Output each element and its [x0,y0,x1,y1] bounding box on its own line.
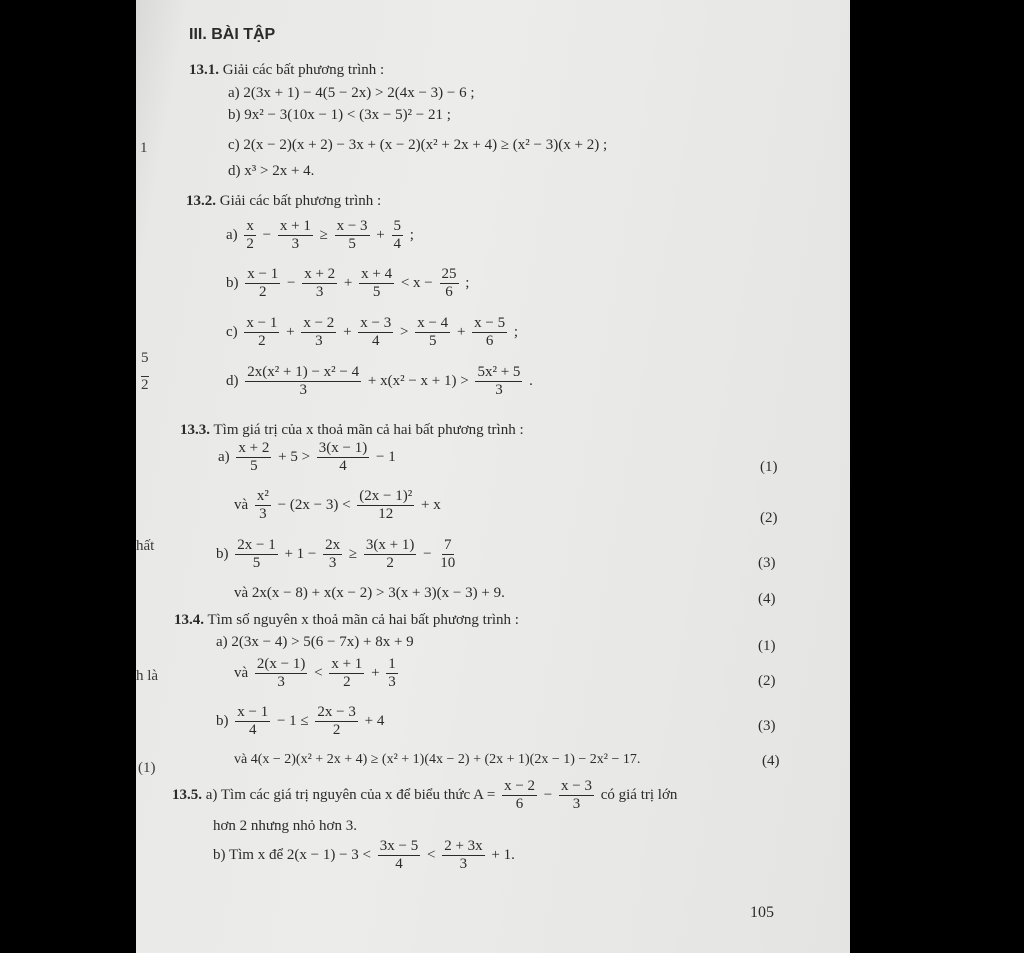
fraction: $\frac{2x}{3}$ [325,537,341,572]
section-heading: III. BÀI TẬP [189,26,276,43]
item-label: b) [226,275,239,292]
problem-text: Tìm giá trị của x thoả mãn cả hai bất phương trình : [213,422,524,438]
fraction: $\frac{x - 5}{6}$ [474,315,506,350]
item-label: a) [226,227,238,244]
problem-13-2-a: a) $\frac{x}{2}$ − $\frac{x + 1}{3}$ ≥ $\frac{x - 3}{5}$ + $\frac{5}{4}$ ; [226,218,414,253]
problem-text: Tìm số nguyên x thoả mãn cả hai bất phương trình : [207,612,519,628]
page-number: 105 [750,904,774,921]
fraction: $\frac{25}{6}$ [441,266,457,301]
problem-13-2-b: b) $\frac{x - 1}{2}$ − $\frac{x + 2}{3}$ + $\frac{x + 4}{5}$ < x − $\frac{25}{6}$ ; [226,266,470,301]
fraction: $\frac{x - 1}{2}$ [247,266,279,301]
equation-tag: (3) [758,718,776,734]
fraction: $\frac{3x - 5}{4}$ [379,838,419,873]
problem-number: 13.3. [180,422,210,438]
fraction: $\frac{\text{2x(x² + 1) − x² − 4}}{3}$ [247,364,360,399]
margin-fragment: 2 [141,377,149,393]
problem-13-3-a1: a) $\frac{x + 2}{5}$ + 5 > $\frac{3(x - 1)}{4}$ − 1 [218,440,396,475]
problem-text: Giải các bất phương trình : [219,193,382,209]
problem-13-4-b1: b) $\frac{x - 1}{4}$ − 1 ≤ $\frac{2x - 3}{2}$ + 4 [216,704,385,739]
problem-13-4-title [174,612,519,629]
problem-13-4-a1: a) 2(3x − 4) > 5(6 − 7x) + 8x + 9 [216,634,414,650]
problem-13-2-c: c) $\frac{x - 1}{2}$ + $\frac{x - 2}{3}$ + $\frac{x - 3}{4}$ > $\frac{x - 4}{5}$ + $\frac{x - 5}{6}$ ; [226,315,519,350]
problem-13-4-b2: và 4(x − 2)(x² + 2x + 4) ≥ (x² + 1)(4x − 2) + (2x + 1)(2x − 1) − 2x² − 17. [234,752,641,767]
problem-13-5-b: b) Tìm x để 2(x − 1) − 3 < $\frac{3x - 5}{4}$ < $\frac{2 + 3x}{3}$ + 1. [213,838,515,873]
equation-tag: (2) [760,510,778,526]
margin-fragment: h là [136,668,159,684]
margin-fragment: hất [136,538,155,554]
fraction: $\frac{3(x - 1)}{4}$ [318,440,368,475]
problem-13-3-title [180,422,524,439]
fraction: $\frac{x - 3}{3}$ [561,778,592,813]
fraction: $\frac{x - 4}{5}$ [417,315,449,350]
equation-tag: (1) [760,459,778,475]
problem-13-1-d: d) x³ > 2x + 4. [228,163,315,179]
margin-fragment: 1 [140,140,148,156]
problem-13-1-title [189,62,384,79]
problem-13-3-b1: b) $\frac{2x - 1}{5}$ + 1 − $\frac{2x}{3}$ ≥ $\frac{3(x + 1)}{2}$ − $\frac{7}{10}$ [216,537,456,572]
equation-tag: (4) [762,753,780,769]
fraction: $\frac{x - 1}{2}$ [246,315,278,350]
problem-13-3-b2: và 2x(x − 8) + x(x − 2) > 3(x + 3)(x − 3) + 9. [234,585,505,601]
problem-number: 13.5. [172,787,202,804]
problem-13-1-a: a) 2(3x + 1) − 4(5 − 2x) > 2(4x − 3) − 6 ; [228,85,475,101]
problem-number: 13.2. [186,193,216,209]
item-label: d) [226,373,239,390]
problem-13-1-b: b) 9x² − 3(10x − 1) < (3x − 5)² − 21 ; [228,107,451,123]
problem-text: Giải các bất phương trình : [222,62,385,78]
problem-13-5-a-cont: hơn 2 nhưng nhỏ hơn 3. [213,818,357,834]
problem-number: 13.4. [174,612,204,628]
equation-tag: (1) [758,638,776,654]
equation-tag: (3) [758,555,776,571]
fraction: $\frac{x + 1}{2}$ [331,656,363,691]
fraction: $\frac{\text{(2x − 1)²}}{12}$ [359,488,413,523]
fraction: $\frac{\text{x²}}{3}$ [256,488,269,523]
fraction: $\frac{2x - 1}{5}$ [237,537,276,572]
fraction: $\frac{x + 4}{5}$ [361,266,393,301]
margin-fragment: (1) [138,760,156,776]
fraction: $\frac{5}{4}$ [393,218,402,253]
fraction: $\frac{3(x + 1)}{2}$ [365,537,415,572]
equation-tag: (2) [758,673,776,689]
fraction: $\frac{x - 1}{4}$ [237,704,269,739]
textbook-page [136,0,850,953]
fraction: $\frac{2 + 3x}{3}$ [444,838,483,873]
margin-fragment: 5 [141,350,149,366]
fraction: $\frac{x - 2}{3}$ [303,315,335,350]
fraction: $\frac{x - 2}{6}$ [504,778,536,813]
problem-13-3-a2: và $\frac{\text{x²}}{3}$ − (2x − 3) < $\frac{\text{(2x − 1)²}}{12}$ + x [234,488,441,523]
fraction: $\frac{x - 3}{4}$ [360,315,392,350]
problem-13-2-d: d) $\frac{\text{2x(x² + 1) − x² − 4}}{3}$ + x(x² − x + 1) > $\frac{\text{5x² + 5}}{3}$ . [226,364,533,399]
item-label: c) [226,324,238,341]
equation-tag: (4) [758,591,776,607]
problem-13-5-a: 13.5. a) Tìm các giá trị nguyên của x để biểu thức A = $\frac{x - 2}{6}$ − $\frac{x - 3}{3}$ có giá trị lớn [172,778,678,813]
fraction: $\frac{x + 2}{5}$ [238,440,270,475]
fraction: $\frac{\text{5x² + 5}}{3}$ [477,364,521,399]
problem-13-1-c: c) 2(x − 2)(x + 2) − 3x + (x − 2)(x² + 2x + 4) ≥ (x² − 3)(x + 2) ; [228,137,608,153]
fraction: $\frac{2(x - 1)}{3}$ [256,656,306,691]
fraction: $\frac{x}{2}$ [246,218,254,253]
problem-number: 13.1. [189,62,219,78]
fraction: $\frac{x + 2}{3}$ [304,266,336,301]
fraction: $\frac{2x - 3}{2}$ [317,704,356,739]
problem-13-4-a2: và $\frac{2(x - 1)}{3}$ < $\frac{x + 1}{2}$ + $\frac{1}{3}$ [234,656,396,691]
fraction: $\frac{1}{3}$ [388,656,396,691]
fraction: $\frac{7}{10}$ [440,537,456,572]
fraction: $\frac{x + 1}{3}$ [279,218,311,253]
fraction: $\frac{x - 3}{5}$ [336,218,368,253]
problem-13-2-title [186,193,381,210]
